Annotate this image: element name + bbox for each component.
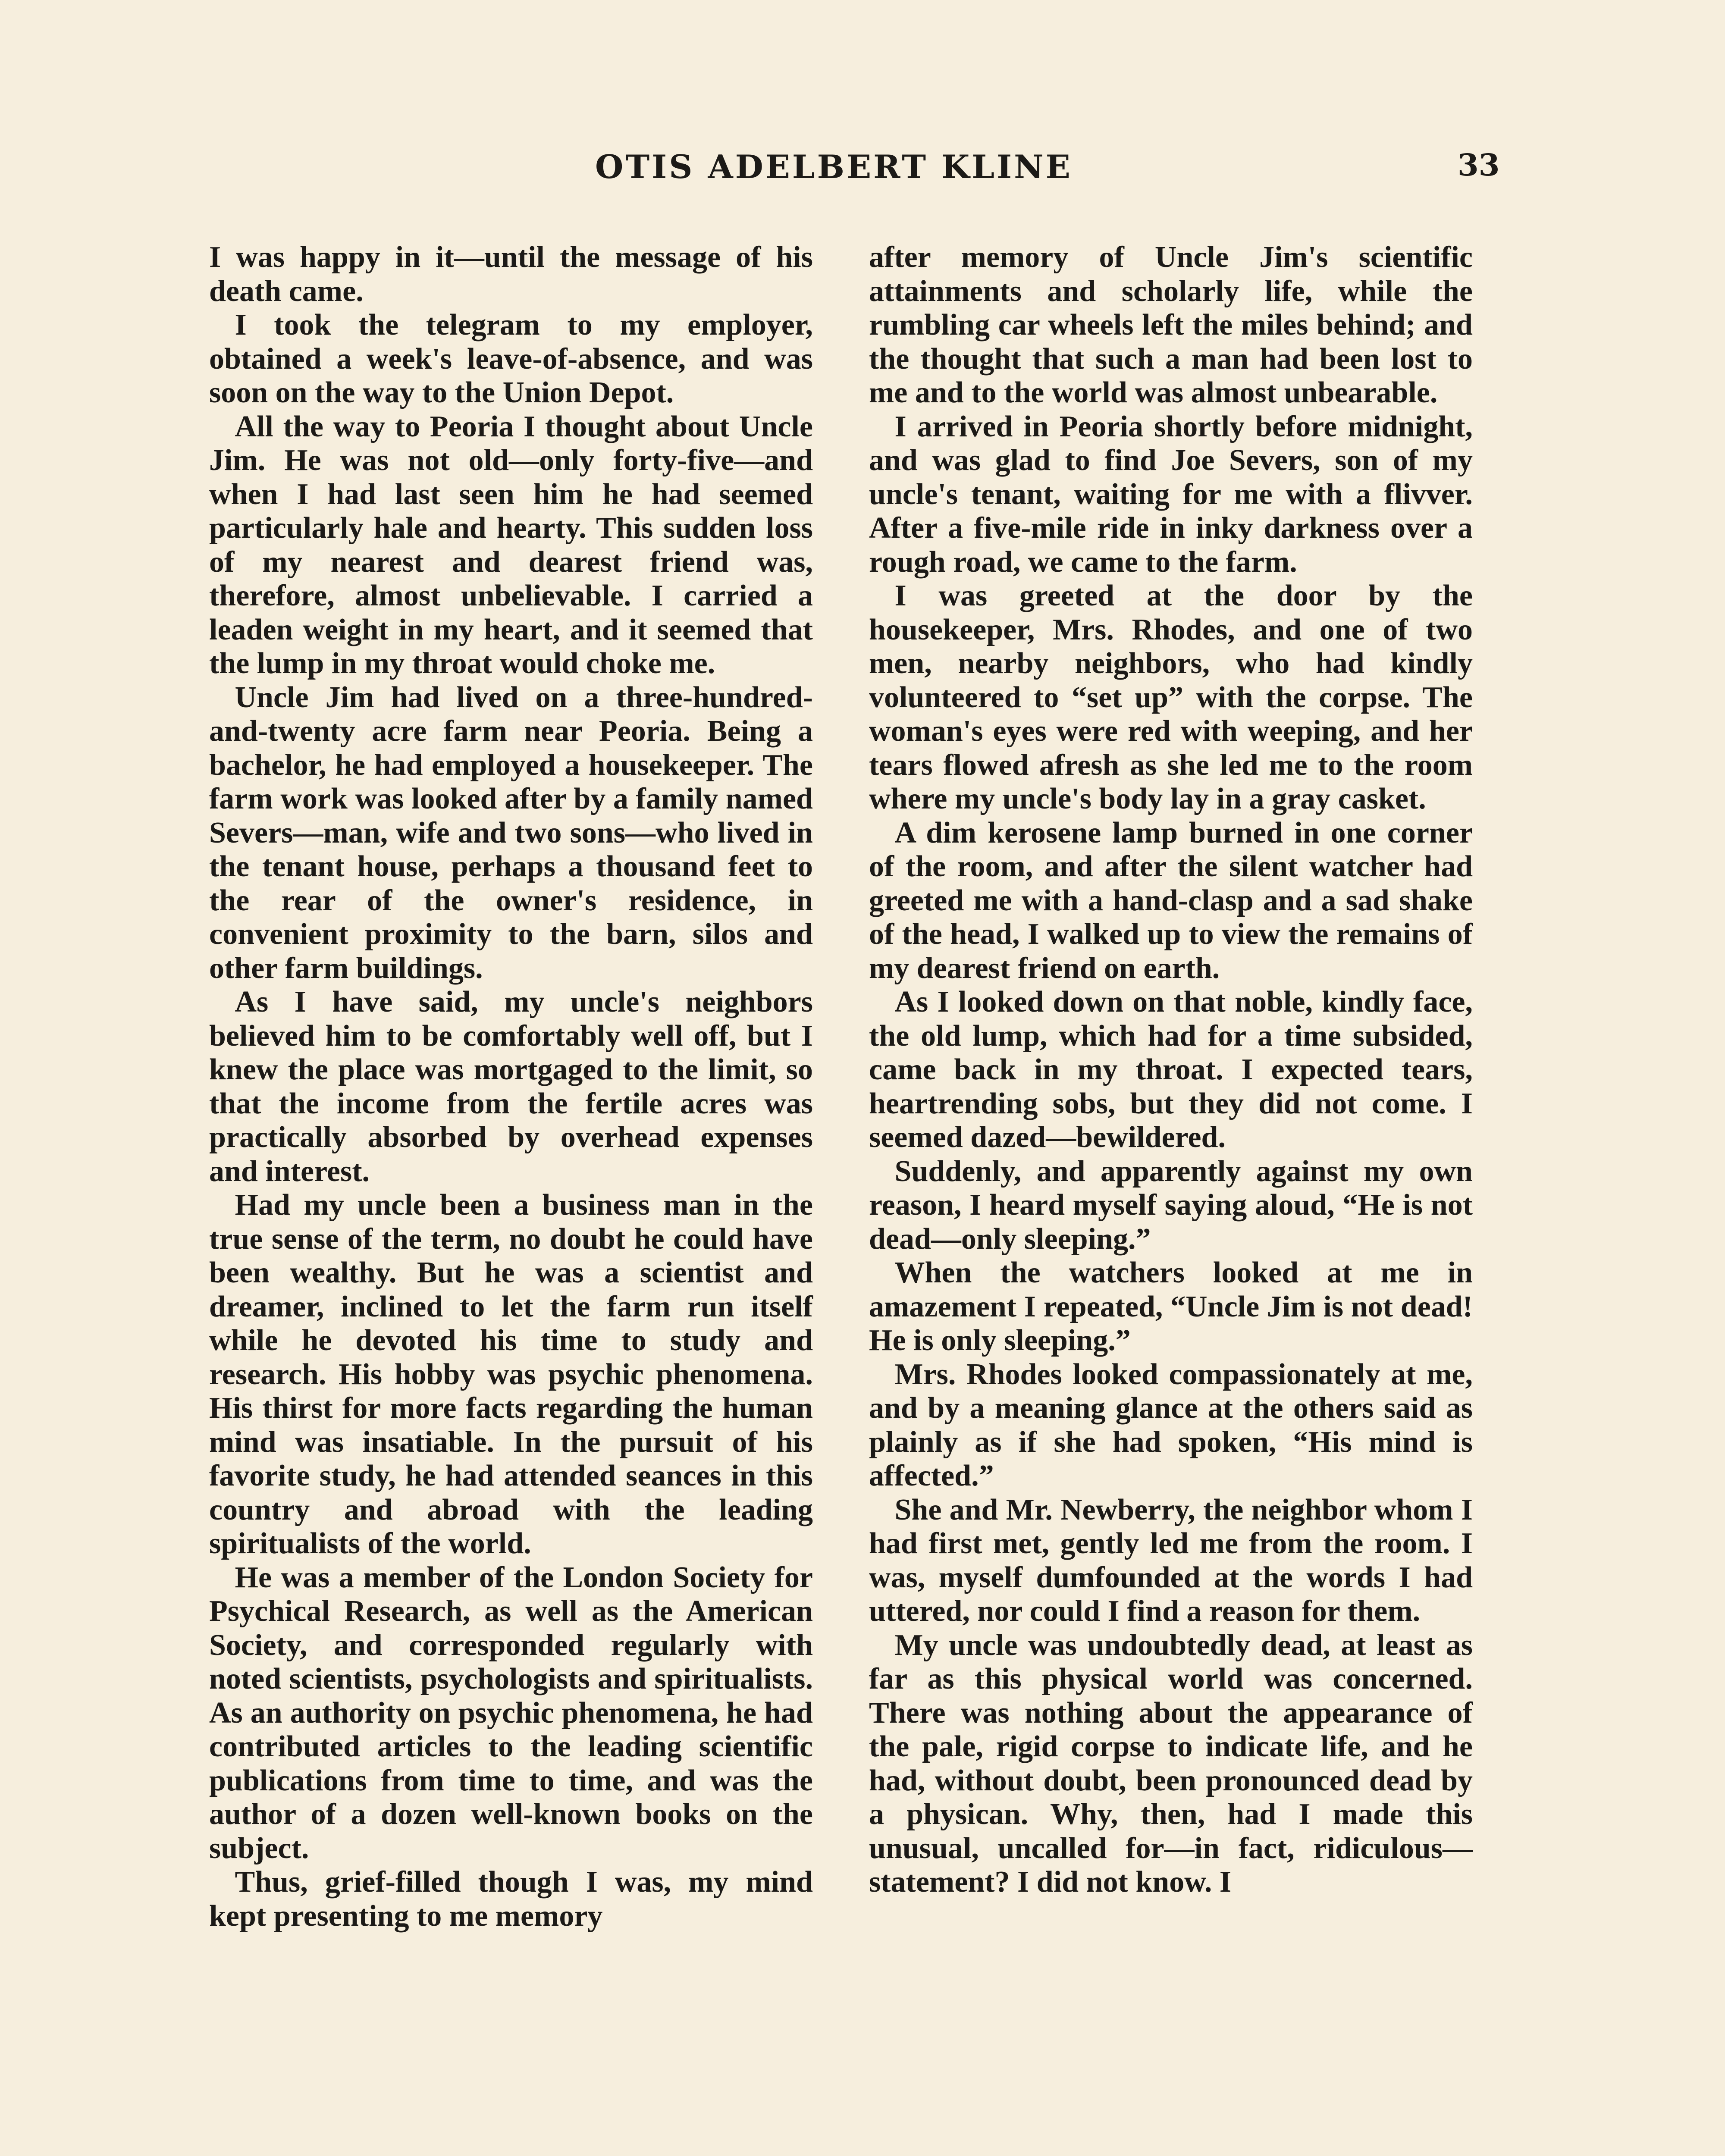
paragraph: Uncle Jim had lived on a three-hundred-and-twenty acre farm near Peoria. Being a bachelor, he had employed a housekeeper. The farm work was looked after by a family named Severs—man, wife and two sons—who lived in the tenant house, perhaps a thousand feet to the rear of the owner's residence, in convenient proximity to the barn, silos and other farm buildings.	[209, 680, 813, 985]
paragraph: I was greeted at the door by the housekeeper, Mrs. Rhodes, and one of two men, nearby neighbors, who had kindly volunteered to “set up” with the corpse. The woman's eyes were red with weeping, and her tears flowed afresh as she led me to the room where my uncle's body lay in a gray casket.	[869, 579, 1473, 815]
paragraph: My uncle was undoubtedly dead, at least as far as this physical world was concerned. There was nothing about the appearance of the pale, rigid corpse to indicate life, and he had, without doubt, been pronounced dead by a physican. Why, then, had I made this unusual, uncalled for—in fact, ridiculous—statement? I did not know. I	[869, 1628, 1473, 1899]
right-column	[869, 241, 1473, 1899]
paragraph: She and Mr. Newberry, the neighbor whom I had first met, gently led me from the room. I was, myself dumfounded at the words I had uttered, nor could I find a reason for them.	[869, 1493, 1473, 1628]
paragraph: I was happy in it—until the message of his death came.	[209, 241, 813, 308]
paragraph: Mrs. Rhodes looked compassionately at me, and by a meaning glance at the others said as plainly as if she had spoken, “His mind is affected.”	[869, 1357, 1473, 1492]
running-header-title: OTIS ADELBERT KLINE	[595, 148, 1073, 186]
paragraph: I took the telegram to my employer, obtained a week's leave-of-absence, and was soon on the way to the Union Depot.	[209, 308, 813, 409]
paragraph: All the way to Peoria I thought about Uncle Jim. He was not old—only forty-five—and when I had last seen him he had seemed particularly hale and hearty. This sudden loss of my nearest and dearest friend was, therefore, almost unbelievable. I carried a leaden weight in my heart, and it seemed that the lump in my throat would choke me.	[209, 410, 813, 680]
paragraph: As I looked down on that noble, kindly face, the old lump, which had for a time subsided, came back in my throat. I expected tears, heartrending sobs, but they did not come. I seemed dazed—bewildered.	[869, 985, 1473, 1154]
paragraph: Had my uncle been a business man in the true sense of the term, no doubt he could have been wealthy. But he was a scientist and dreamer, inclined to let the farm run itself while he devoted his time to study and research. His hobby was psychic phenomena. His thirst for more facts regarding the human mind was insatiable. In the pursuit of his favorite study, he had attended seances in this country and abroad with the leading spiritualists of the world.	[209, 1188, 813, 1560]
paragraph: Thus, grief-filled though I was, my mind kept presenting to me memory	[209, 1865, 813, 1933]
paragraph: Suddenly, and apparently against my own reason, I heard myself saying aloud, “He is not dead—only sleeping.”	[869, 1154, 1473, 1256]
paragraph: As I have said, my uncle's neighbors believed him to be comfortably well off, but I knew the place was mortgaged to the limit, so that the income from the fertile acres was practically absorbed by overhead expenses and interest.	[209, 985, 813, 1188]
left-column	[209, 241, 813, 1933]
paragraph: He was a member of the London Society for Psychical Research, as well as the American Society, and corresponded regularly with noted scientists, psychologists and spiritualists. As an authority on psychic phenomena, he had contributed articles to the leading scientific publications from time to time, and was the author of a dozen well-known books on the subject.	[209, 1561, 813, 1865]
paragraph: after memory of Uncle Jim's scientific attainments and scholarly life, while the rumbling car wheels left the miles behind; and the thought that such a man had been lost to me and to the world was almost unbearable.	[869, 241, 1473, 409]
paragraph: I arrived in Peoria shortly before midnight, and was glad to find Joe Severs, son of my uncle's tenant, waiting for me with a flivver. After a five-mile ride in inky darkness over a rough road, we came to the farm.	[869, 410, 1473, 579]
paragraph: When the watchers looked at me in amazement I repeated, “Uncle Jim is not dead! He is only sleeping.”	[869, 1256, 1473, 1357]
page-number: 33	[1458, 147, 1500, 183]
paragraph: A dim kerosene lamp burned in one corner of the room, and after the silent watcher had greeted me with a hand-clasp and a sad shake of the head, I walked up to view the remains of my dearest friend on earth.	[869, 816, 1473, 985]
